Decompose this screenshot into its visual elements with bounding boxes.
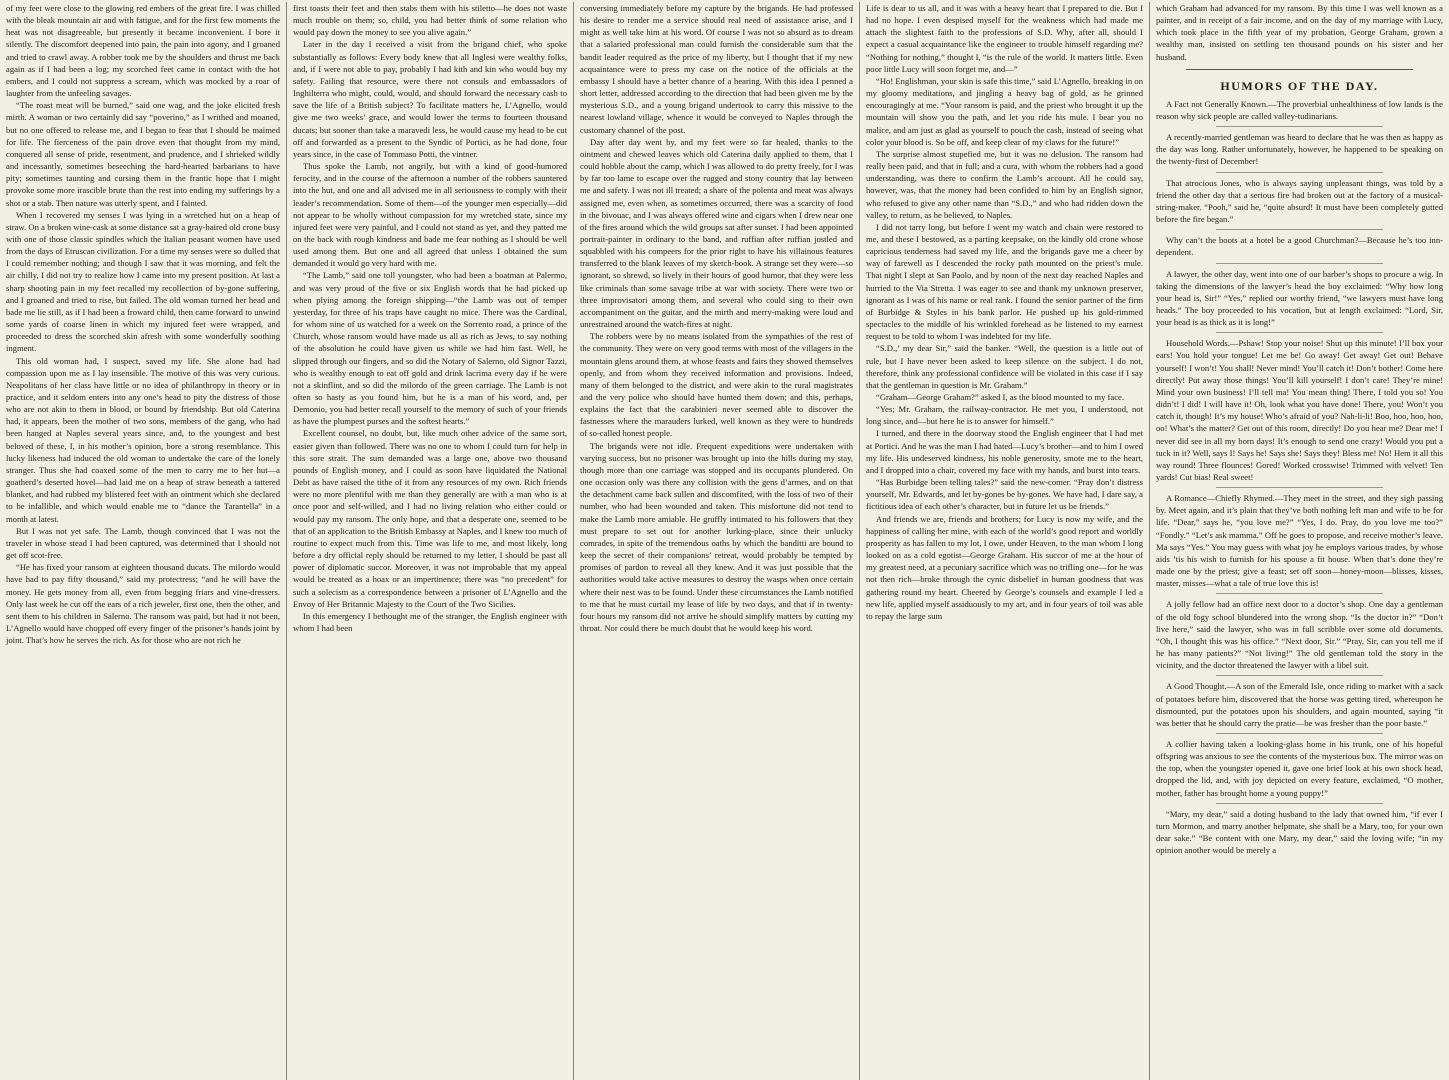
paragraph: I did not tarry long, but before I went my watch and chain were restored to me, and these I bestowed, as a parting keepsake, on the kindly old crone whose capricious tenderness had saved my life, and the brigands gave me a cheer by way of farewell as I descended the rocky path mounted on the priest’s mule. That night I slept at San Paolo, and by noon of the next day reached Naples and hurried to the Via Stretta. I was eager to see and thank my unknown preserver, ignorant as I was of his name or real rank. I found the senior partner of the firm of Burbidge & Styles in his bank parlor. He pushed up his gold-rimmed spectacles to the middle of his wrinkled forehead as he listened to my earnest request to be told to whom I was indebted for my life. (866, 221, 1143, 342)
paragraph: “The Lamb,” said one toll youngster, who had been a boatman at Palermo, and was very proud of the five or six English words that he had picked up when plying among the foreign shipping—“the Lamb was out of temper yesterday, for three of his traps have caught no mice. There was the Cardinal, for whom nine of us watched for a week on the Sorrento road, a prince of the Church, whose ransom would have made us all as rich as Jews, to say nothing of the absolution he could have given us while we had him fast. Well, he slipped through our fingers, and so did the Notary of Salerno, old Signor Tazzi, who is wealthy enough to eat off gold and drink lacrima every day if he were not a skinflint, and so did the milordo of the green carriage. The Lamb is not often so hasty as you found him, but he is a man of his word, and, per Demonio, you had better recall yourself to the memory of such of your friends as have the plumpest purses and the softest hearts.” (293, 270, 567, 427)
item-divider (1216, 733, 1383, 734)
humor-item: A lawyer, the other day, went into one of our barber’s shops to procure a wig. In taking the dimensions of the lawyer’s head the boy exclaimed: “Why how long your head is, Sir!” “Yes,” replied our worthy friend, “we lawyers must have long heads.” The boy proceeded to his vocation, but at length exclaimed: “Lord, Sir, your head is as thick as it is long!” (1156, 268, 1443, 328)
item-divider (1216, 229, 1383, 230)
column-4 (860, 2, 1150, 1080)
paragraph: of my feet were close to the glowing red embers of the great fire. I was chilled with the bleak mountain air and with fatigue, and for the first few moments the heat was not disagreeable, but presently it became inconvenient. I bore it silently. The discomfort deepened into pain, the pain into agony, and I groaned and tried to crawl away. A robber took me by the shoulders and thrust me back again as if I had been a log; my scorched feet came in contact with the hot embers, and I could not suppress a scream, which was mocked by a roar of laughter from the unfeeling savages. (6, 3, 280, 99)
humor-item: A Fact not Generally Known.—The proverbial unhealthiness of low lands is the reason why sick people are called valley-tudinarians. (1156, 98, 1443, 121)
paragraph: conversing immediately before my capture by the brigands. He had professed his desire to render me a service should real need of assistance arise, and I might as well take him at his word. Of course I was not so absurd as to dream that a salaried professional man could furnish the considerable sum that the bandit leader required as the price of my liberty, but I thought that if my new acquaintance were to press my case on the notice of the officials at the embassy I should have a better chance of a hearing. With this idea I penned a short letter, addressed according to the direction that had been given me by the mysterious S.D., and a young brigand undertook to carry this missive to the nearest lowland village, whence it would be conveyed to Naples through the customary channel of the post. (580, 3, 853, 135)
paragraph: “Ho! Englishman, your skin is safe this time,” said L’Agnello, breaking in on my gloomy meditations, and jingling a heavy bag of gold, as he grinned encouragingly at me. “Your ransom is paid, and the priest who brought it up the mountain will show you the path, and let you ride his mule. I bear you no malice, and am just as glad as yourself to pouch the cash, instead of seeing what color your blood is. So be off, and keep clear of my claws for the future!” (866, 75, 1143, 147)
humor-item: “Mary, my dear,” said a doting husband to the lady that owned him, “if ever I turn Mormon, and marry another helpmate, she shall be a Mary, too, for your own dear sake.” “Be content with one Mary, my dear,” said the loving wife; “in my opinion another would be merely a (1156, 808, 1443, 856)
paragraph: In this emergency I bethought me of the stranger, the English engineer with whom I had been (293, 610, 567, 633)
paragraph: “S.D.,’ my dear Sir,” said the banker. “Well, the question is a little out of rule, but I have never been asked to keep silence on the subject. I do not, therefore, think any professional confidence will be violated in this case if I say that the gentleman in question is Mr. Graham.” (866, 343, 1143, 390)
column-2 (287, 2, 574, 1080)
humor-item: A jolly fellow had an office next door to a doctor’s shop. One day a gentleman of the old fogy school blundered into the wrong shop. “Is the doctor in?” “Don’t live here,” said the lawyer, who was in full scribble over some old documents. “Oh, I thought this was his office.” “Next door, Sir.” “Pray, Sir, can you tell me if he has many patients?” “Not living!” The old gentleman told the story in the vicinity, and the doctor threatened the lawyer with a libel suit. (1156, 599, 1443, 671)
paragraph: The surprise almost stupefied me, but it was no delusion. The ransom had really been paid, and that in full; and a cura, with whom the robbers had a good understanding, was there to confirm the Lamb’s account. All he could say, however, was, that the money had been confided to him by an English signor, who refused to give any other name than “S.D.,” and who had ridden down the valley, to return, as he believed, to Naples. (866, 148, 1143, 220)
paragraph: I turned, and there in the doorway stood the English engineer that I had met at Portici. And he was the man I had hated—Lucy’s brother—and to him I owed my life. His undeserved kindness, his noble generosity, smote me to the heart, and I dropped into a chair, covered my face with my hands, and burst into tears. (866, 428, 1143, 475)
paragraph: Excellent counsel, no doubt, but, like much other advice of the same sort, easier given than followed. There was no one to whom I could turn for help in this sore strait. The sum demanded was a large one, above two thousand pounds of English money, and I could as soon have liquidated the National Debt as have raised the tithe of it from any resources of my own. Rich friends were no more plentiful with me than they generally are with a man who is at once poor and self-willed, and I had no living relation who either could or would pay my ransom. The only hope, and that a desperate one, seemed to be that of an application to the British Embassy at Naples, and I knew too much of routine to expect much from this. Time was life to me, and most likely, long before a dry official reply should be returned to my letter, I should be past all power of diplomatic succor. Moreover, it was not improbable that my appeal would be treated as a hoax or an impertinence; there was “no precedent” for such a solecism as a correspondence between a prisoner of L’Agnello and the Envoy of Her Britannic Majesty to the Court of the Two Sicilies. (293, 428, 567, 609)
paragraph: And friends we are, friends and brothers; for Lucy is now my wife, and the happiness of calling her mine, with each of the world’s good report and worldly prosperity as has fallen to my lot, I owe, under Heaven, to the man whom I long looked on as a cold egotist—George Graham. His succor of me at the hour of my greatest need, at a pecuniary sacrifice which was no trifling one—for he was not then rich—broke through the cynic disbelief in human goodness that was gathering round my heart. Cheered by George’s counsels and example I led a new life, applied myself assiduously to my art, and in four years of toil was able to repay the large sum (866, 513, 1143, 621)
item-divider (1216, 126, 1383, 127)
humor-item: A collier having taken a looking-glass home in his trunk, one of his hopeful offspring was anxious to see the contents of the mysterious box. The mirror was on the top, when the youngster opened it, gave one brief look at his own shock head, dropped the lid, and, with joy depicted on every feature, exclaimed, “O mother, mother, father has brought home a young puppy!” (1156, 738, 1443, 798)
humor-item: That atrocious Jones, who is always saying unpleasant things, was told by a friend the other day that a serious fire had broken out at the factory of a musical-string-maker. “Pooh,” said he, “quite absurd! It must have been completely gutted before the fire began.” (1156, 177, 1443, 225)
paragraph: first toasts their feet and then stabs them with his stiletto—he does not waste much trouble on them; so, child, you had better think of some relation who would pay down the money to see you alive again.” (293, 3, 567, 38)
paragraph: Thus spoke the Lamb, not angrily, but with a kind of good-humored ferocity, and in the course of the afternoon a number of the robbers sauntered into the hut, and one and all advised me in all seriousness to comply with their leader’s recommendation. Some of them—of the younger men especially—did not appear to be wholly without compassion for my wretched state, since my injured feet were very painful, and I could not stand as yet, and they patted me on the back with rough kindness and bade me fear nothing as I should be well used among them. But one and all agreed that unless I obtained the sum demanded it would go very hard with me. (293, 161, 567, 269)
story-conclusion (1156, 2, 1443, 63)
humor-item: A recently-married gentleman was heard to declare that he was then as happy as the day was long. Rather unfortunately, however, he happened to be speaking on the twenty-first of December! (1156, 132, 1443, 167)
paragraph: “Graham—George Graham?” asked I, as the blood mounted to my face. (876, 392, 1125, 402)
item-divider (1216, 487, 1383, 488)
item-divider (1216, 332, 1383, 333)
section-divider (1186, 69, 1413, 70)
paragraph: “He has fixed your ransom at eighteen thousand ducats. The milordo would have had to pay fifty thousand,” said my protectress; “and he will have the money. He gets money from all, even from begging friars and vine-dressers. Only last week he cut off the ears of a rich jeweler, first one, then the other, and sent them to his children in Salerno. The ransom was paid, but had it not been, L’Agnello would have chopped off every finger of the prisoner’s hands joint by joint. That’s how he serves the rich. As for those who are not rich he (6, 562, 280, 646)
paragraph: which Graham had advanced for my ransom. By this time I was well known as a painter, and in receipt of a fair income, and on the day of my marriage with Lucy, which took place in the fifth year of my probation, George Graham, grown a wealthy man, insisted on settling ten thousand pounds on his sister and her husband. (1156, 3, 1443, 62)
section-heading: HUMORS OF THE DAY. (1220, 78, 1379, 93)
column-3 (574, 2, 860, 1080)
paragraph: Life is dear to us all, and it was with a heavy heart that I prepared to die. But I had no hope. I even despised myself for the weakness which had made me attach the slightest faith to the professions of S.D. Why, after all, should I expect a casual acquaintance like the engineer to trouble himself regarding me? “Nothing for nothing,” thought I, “is the rule of the world. It matters little. Even poor little Lucy will soon forget me, and—” (866, 3, 1143, 74)
paragraph: “The roast meat will be burned,” said one wag, and the joke elicited fresh mirth. A woman or two certainly did say “poverino,” as I writhed and moaned, but no one offered to release me, and I began to fear that I should be maimed for life. The fierceness of the pain drove even that thought from my mind, conquered all sense of pride, resentment, and prudence, and I shrieked wildly and incessantly, sometimes beseeching the hard-hearted barbarians to have pity; sometimes taunting and cursing them in the frantic hope that I might provoke some more irascible brute than the rest into ending my sufferings by a shot or a stab. Then nature was utterly spent, and I fainted. (6, 100, 280, 208)
paragraph: “Yes; Mr. Graham, the railway-contractor. He met you, I understood, not long since, and—but here he is to answer for himself.” (866, 404, 1143, 427)
humor-item: Why can’t the boots at a hotel be a good Churchman?—Because he’s too inn-dependent. (1156, 235, 1443, 258)
paragraph: When I recovered my senses I was lying in a wretched hut on a heap of straw. On a broken wine-cask at some distance sat a gray-haired old crone busy with one of those classic spindles which the Italian peasant women have used from the days of Etruscan civilization. For a time my senses were so dulled that I could remember nothing; and though I saw that it was morning, and felt the air chilly, I did not try to realize how I came into my present position. At last a sharp shooting pain in my feet recalled my recollection of by-gone suffering, and I groaned and tried to rise, but failed. The old woman turned her head and bade me lie still, as if I had been a froward child, then came forward to unwind some yards of coarse linen in which my injured feet were wrapped, and proceeded to dress the scorched skin afresh with some wonderfully soothing ingment. (6, 209, 280, 354)
paragraph: Day after day went by, and my feet were so far healed, thanks to the ointment and chewed leaves which old Caterina daily applied to them, that I could hobble about the camp, which I was allowed to do pretty freely, for I was by far too lame to escape over the rugged and stony country that lay between me and safety. I was not ill treated; a share of the polenta and meat was always assigned me, even when, as sometimes occurred, there was a scarcity of food in the bivouac, and I was always offered wine and cigars when I drew near one of the fires around which the wild groups sat after sunset. I had been appointed portrait-painter in ordinary to the band, and ruffian after ruffian jostled and squabbled with his compeers for the prior right to have his villainous features transferred to the blank leaves of my sketch-book. A strange set they were—so ignorant, so shrewd, so lively in their hours of good humor, that they were less like criminals than some savage tribe at war with society. There were two or three improvisatori among them, and several who could sing to their own accompaniment on the guitar, and the mirth and merry-making were loud and unrestrained around the watch-fires at night. (580, 136, 853, 330)
humor-items (1156, 98, 1443, 857)
paragraph: Later in the day I received a visit from the brigand chief, who spoke substantially as follows: Every body knew that all Inglesi were wealthy folks, and, if I were not able to pay, probably I had kith and kin who would buy my safety. Failing that resource, were there not consuls and embassadors of Inghilterra who might, could, would, and should forward the necessary cash to save the life of a British subject? To facilitate matters he, L’Agnello, would give me two weeks’ grace, and would lower the terms to fourteen thousand ducats; but sooner than take a maravedi less, he would cause my head to be cut off and forwarded as a present to the Syndic of Portici, as he had done, four years since, in the case of Tommaso Potti, the vintner. (293, 39, 567, 159)
item-divider (1216, 593, 1383, 594)
item-divider (1216, 803, 1383, 804)
humor-item: Household Words.—Pshaw! Stop your noise! Shut up this minute! I’ll box your ears! You hold your tongue! Let me be! Go away! Get away! Get out! Behave yourself! I won’t! You shall! Never mind! You’ll catch it! Don’t bother! Come here directly! Put away those things! You’ll kill yourself! I don’t care! They’re mine! Mind your own business! I’ll tell ma! You mean thing! There, I told you so! You didn’t! I did! I will have it! Oh, look what you have done! There, you! Won’t you catch it, though! It’s my house! Who’s afraid of you? Nah-li-li! Boo, hoo, hoo, hoo, oo! What’s the matter? Get out of this room, directly! Do you hear me? Dear me! I never did see in all my born days! It’s enough to send one crazy! Would you put a tuck in it? Well, says I! Says he! Says she! Says they! Bless me! No! Hem it all this way round! Three flounces! Gored! Worked crosswise! Trimmed with velvet! Ten yards! Cut bias! Real sweet! (1156, 338, 1443, 482)
paragraph: But I was not yet safe. The Lamb, though convinced that I was not the traveler in whose stead I had been captured, was determined that I should not get off scot-free. (6, 525, 280, 561)
paragraph: “Has Burbidge been telling tales?” said the new-comer. “Pray don’t distress yourself, Mr. Edwards, and let by-gones be by-gones. We have had, I dare say, a fictitious idea of each other’s character, but in future let us be friends.” (866, 477, 1143, 512)
item-divider (1216, 172, 1383, 173)
paragraph: The robbers were by no means isolated from the sympathies of the rest of the community. They were on very good terms with most of the villagers in the mountain glens around them, at whose feasts and fairs they showed themselves openly, and from whom they received information and provisions. Indeed, many of them belonged to the district, and were akin to the rural magistrates and the very police who should have hunted them down; and this, perhaps, explains the fact that the carabinieri never seemed able to discover the fastnesses where the marauders lurked, well known as they were to hundreds of so-called honest people. (580, 331, 853, 439)
paragraph: This old woman had, I suspect, saved my life. She alone had had compassion upon me as I lay insensible. The motive of this was very curious. Neapolitans of her class have little or no idea of philanthropy in theory or in practice, and it seldom enters into any one’s head to pity the distress of those who are not akin to them in blood, or bound by friendship. But old Caterina had, it appears, been the mother of two sons, members of the gang, who had been hanged at Naples several years since, and, to the youngest and best beloved of these, I, in his mother’s opinion, bore a strong resemblance. This lucky likeness had induced the old woman to undertake the care of the lonely stranger. Thus she had coaxed some of the men to carry me to her hut—a goatherd’s deserted hovel—had laid me on a heap of straw beneath a tattered blanket, and had rubbed my blistered feet with an ointment which she declared to be infallible, and which would enable me to “dance the Tarantella” in a month at latest. (6, 355, 280, 524)
item-divider (1216, 675, 1383, 676)
column-5 (1150, 2, 1449, 1080)
humor-item: A Good Thought.—A son of the Emerald Isle, once riding to market with a sack of potatoes before him, discovered that the horse was getting tired, whereupon he dismounted, put the potatoes upon his shoulders, and again mounted, saying “it was better that he should carry the pratie—be was fresher than the poor baste.” (1156, 681, 1443, 728)
item-divider (1216, 263, 1383, 264)
paragraph: The brigands were not idle. Frequent expeditions were undertaken with varying success, but no prisoner was brought up into the hills during my stay, though more than one carriage was stopped and its occupants plundered. On one occasion only was there any collision with the gens d’armes, and on that the detachment came back sullen and discomfited, with the loss of two of their number, who had been wounded and taken. This misfortune did not tend to make the Lamb more amiable. He gruffly intimated to his followers that they must prepare to set out for another lurking-place, since their unlucky comrades, in spite of the tremendous oaths by which the banditti are bound to keep the secret of their companions’ retreat, would probably be tempted by promises of pardon to reveal all they knew. And it was just possible that the authorities would take active measures to destroy the wasps when once certain where their nest was to be found. Under these circumstances the Lamb notified to me that he must curtail my lease of life by two days, and that if in twenty-four hours my ransom did not arrive he should simplify matters by cutting my throat. Nor could there be much doubt that he would keep his word. (580, 440, 853, 633)
humor-item: A Romance—Chiefly Rhymed.—They meet in the street, and they sigh passing by. Meet again, and it’s plain that they’ve both nothing left man and wife to be for life. “Dear,” says he, “you love me?” “Yes, I do. Pray, do you love me too?” “Fondly.” “Let’s ask mamma.” Off he goes to propose, and receive mother’s leave. Ma says “Yes.” You may guess with what joy he employs various trades, by whose aids ’tis his wish to furnish for his spouse a fit house. When that’s done they’re made one by the priest; give a feast; set off soon—honey-moon—blisses, kisses, master, misses—what a tale of true love this is! (1156, 493, 1443, 589)
column-1 (0, 2, 287, 1080)
